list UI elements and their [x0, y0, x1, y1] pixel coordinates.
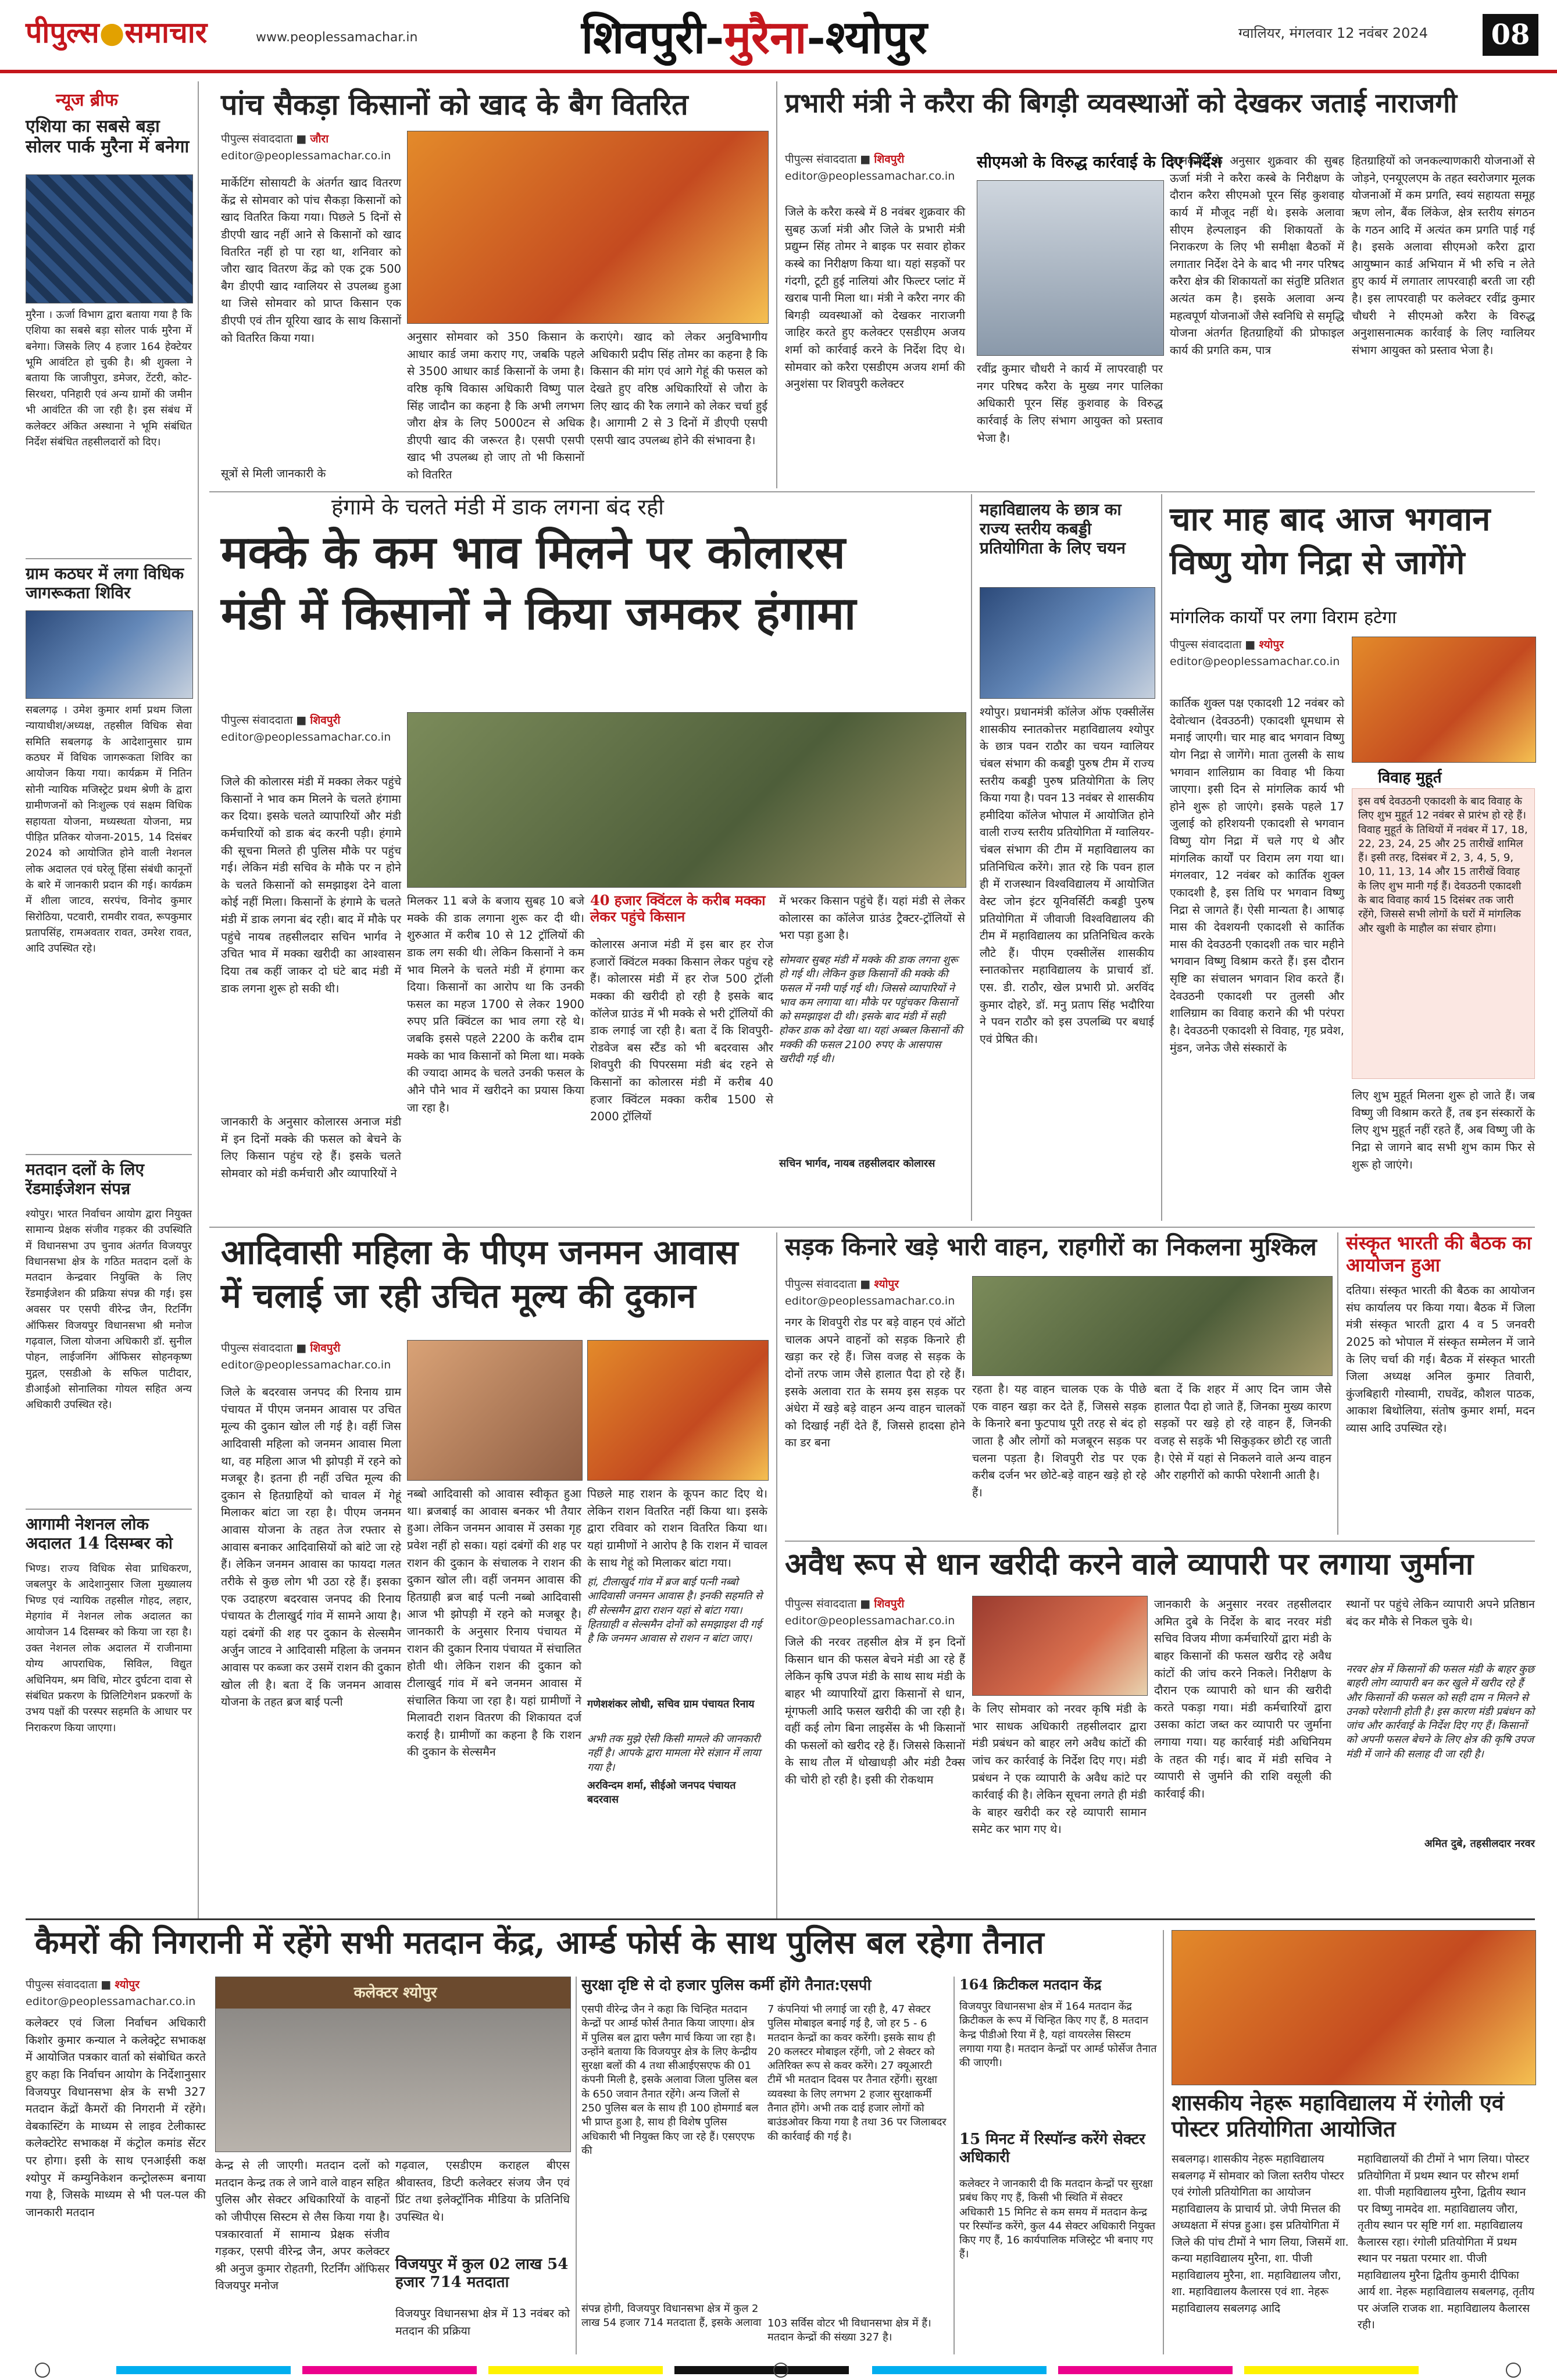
article-body: सूत्रों से मिली जानकारी के	[221, 467, 326, 480]
article-body: कराएंगे। खाद को लेकर अनुविभागीय अधिकारी प्रदीप सिंह तोमर का कहना है कि किसान की मांग एवं आगे गेहूं की फसल को देखते हुए वरिष्ठ अधिकारियों से जौरा के लिए खाद की रैक लगाने को लेकर चर्चा हुई है। आगामी 2 से 3 दिनों में डीएपी एसपी एसपी खाद उपलब्ध होने की संभावना है।	[590, 330, 767, 447]
byline: पीपुल्स संवाददाता ■ जौरा editor@peoplessamachar.co.in	[221, 133, 391, 162]
article-body: एसपी वीरेन्द्र जैन ने कहा कि चिन्हित मतदान केन्द्रों पर आर्म्ड फोर्स तैनात किया जाएगा। क्षेत्र में पुलिस बल द्वारा फ्लैग मार्च किया जा रहा है। उन्होंने बताया कि विजयपुर क्षेत्र के लिए केन्द्रीय सुरक्षा बलों की 4 तथा सीआईएसएफ की 01 कंपनी मिली है, इसके अलावा जिला पुलिस बल के 650 जवान तैनात रहेंगे। अन्य जिलों से 250 पुलिस बल के साथ ही 100 होमगार्ड बल भी प्राप्त हुआ है, साथ ही विशेष पुलिस अधिकारी भी नियुक्त किए जा रहे हैं। एसएएफ की	[581, 2003, 759, 2157]
column-rule	[576, 1977, 577, 2354]
quote-attribution: गणेशशंकर लोधी, सचिव ग्राम पंचायत रिनाय	[587, 1698, 755, 1710]
trucks-roadside-photo	[972, 1276, 1333, 1376]
article-body: मिलकर 11 बजे के बजाय सुबह 10 बजे मक्के की डाक लगाना शुरू कर दी थी। शुरुआत में करीब 10 से 12 ट्रॉलियों की डाक लग सकी थी। लेकिन किसानों ने कम भाव मिलने के चलते मंडी में हंगामा कर दिया। किसानों का आरोप था कि उनकी फसल का महज 1700 से लेकर 1900 रुपए प्रति क्विंटल का भाव लगा रहे थे। जबकि इससे पहले 2200 के करीब दाम मक्के का भाव किसानों को मिला था। मक्के की ज्यादा आमद के चलते उनकी फसल के औने पौने भाव में खरीदने का प्रयास किया जा रहा है।	[407, 894, 584, 1114]
article-body: जिले के करैरा कस्बे में 8 नवंबर शुक्रवार की सुबह ऊर्जा मंत्री और जिले के प्रभारी मंत्री प्रद्युम्न सिंह तोमर ने बाइक पर सवार होकर कस्बे का निरीक्षण किया था। यहां सड़कों पर गंदगी, टूटी हुई नालियां और फिल्टर प्लांट में खराब पानी मिला था। मंत्री ने करैरा नगर की बिगड़ी व्यवस्थाओं को देखकर नाराजगी जाहिर करते हुए कलेक्टर एसडीएम अजय शर्मा को कार्रवाई करने के निर्देश दिए थे। सोमवार को करैरा एसडीएम अजय शर्मा की अनुशंसा पर शिवपुरी कलेक्टर	[785, 205, 965, 391]
column-rule	[1163, 1930, 1164, 2354]
article-body: नब्बो आदिवासी को आवास स्वीकृत हुआ था। ब्रजबाई का आवास बनकर भी तैयार हुआ। लेकिन जनमन आवास में उसका गृह प्रवेश नहीं हो सका। यहां दबंगों की शह पर राशन की दुकान के संचालक ने राशन की दुकान खोल ली। वहीं जनमन आवास की हितग्राही ब्रज बाई पत्नी नब्बो आदिवासी आज भी झोपड़ी में रहने को मजबूर है। जानकारी के अनुसार रिनाय पंचायत में राशन की दुकान रिनाय पंचायत में संचालित होती थी। लेकिन राशन की दुकान को टीलाखुर्द गांव में बने जनमन आवास में संचालित किया जा रहा है। यहां ग्रामीणों ने मिलावटी राशन वितरण की शिकायत दर्ज कराई है। ग्रामीणों का कहना है कि राशन की दुकान के सेल्समैन	[407, 1487, 581, 1759]
column-rule	[1337, 1232, 1338, 1535]
article-kicker: हंगामे के चलते मंडी में डाक लगना बंद रही	[331, 494, 665, 520]
photo-caption: रवींद्र कुमार चौधरी ने कार्य में लापरवाही पर नगर परिषद करैरा के मुख्य नगर पालिका अधिकारी पूरन सिंह कुशवाह के विरुद्ध कार्रवाई के लिए संभाग आयुक्त को प्रस्ताव भेजा है।	[977, 362, 1163, 445]
cyan-tint-bar	[872, 2366, 1047, 2374]
magenta-tint-bar	[1058, 2366, 1233, 2374]
article-body: जिले की नरवर तहसील क्षेत्र में इन दिनों किसान धान की फसल बेचने मंडी आ रहे हैं लेकिन कृषि उपज मंडी के साथ साथ मंडी के बाहर भी व्यापारियों द्वारा किसानों से धान, मूंगफली आदि फसल खरीदी की जा रही है। वहीं कई लोग बिना लाइसेंस के भी किसानों की फसलों को खरीद रहे हैं। जिससे किसानों के साथ तौल में धोखाधड़ी और मंडी टैक्स की चोरी हो रही है। इसी की रोकथाम	[785, 1635, 965, 1786]
page-section-title: शिवपुरी-मुरैना-श्योपुर	[581, 11, 927, 64]
brief-body: सबलगढ़ । उमेश कुमार शर्मा प्रथम जिला न्यायाधीश/अध्यक्ष, तहसील विधिक सेवा समिति सबलगढ़ के आदेशानुसार ग्राम कठघर में विधिक जागरूकता शिविर का आयोजन किया गया। कार्यक्रम में नितिन सोनी न्यायिक मजिस्ट्रेट प्रथम श्रेणी के द्वारा ग्रामीणजनों को निःशुल्क एवं सक्षम विधिक सहायता योजना, मध्यस्थता योजना, मप्र पीड़ित प्रतिकर योजना-2015, 14 दिसंबर 2024 को आयोजित होने वाली नेशनल लोक अदालत एवं घरेलू हिंसा संबंधी कानूनों के बारे में जानकारी प्रदान की गई। कार्यक्रम में शीला जाटव, सरपंच, विनोद कुमार सिरोठिया, पटवारी, रामवीर रावत, रूपकुमार प्रतापसिंह, रामअवतार रावत, उमरेश रावत, आदि उपस्थित रहे।	[26, 704, 192, 955]
article-body: जिले की कोलारस मंडी में मक्का लेकर पहुंचे किसानों ने भाव कम मिलने के चलते हंगामा कर दिया। इसके चलते व्यापारियों और मंडी कर्मचारियों को डाक बंद करनी पड़ी। हंगामे की सूचना मिलते ही पुलिस मौके पर पहुंच गई। लेकिन मंडी सचिव के मौके पर न होने के चलते किसानों को समझाइश देने वाला कोई नहीं मिला। किसानों के हंगामे के चलते मंडी में डाक लगना बंद रही। बाद में मौके पर पहुंचे नायब तहसीलदार सचिन भार्गव ने उचित भाव में मक्का खरीदी का आश्वासन दिया तब कहीं जाकर दो घंटे बाद मंडी में डाक लगना शुरू हो सकी थी।	[221, 775, 401, 995]
divider	[26, 558, 192, 559]
article-subhead: सीएमओ के विरुद्ध कार्रवाई के दिए निर्देश	[977, 152, 1222, 171]
vishnu-deity-photo	[1352, 637, 1536, 763]
article-body: कोलारस अनाज मंडी में इस बार हर रोज हजारों क्विंटल मक्का किसान लेकर पहुंच रहे हैं। कोलारस मंडी में हर रोज 500 ट्रॉली मक्का की खरीदी हो रही है इसके बाद कॉलेज ग्राउंड में भी मक्के से भरी ट्रॉलियों की डाक लगाई जा रही है। बता दें कि शिवपुरी-रोडवेज बस स्टैंड को भी बदरवास और शिवपुरी की पिपरसमा मंडी बंद रहने से किसानों का कोलारस मंडी में करीब 40 हजार क्विंटल मक्का करीब 1500 से 2000 ट्रॉलियों	[590, 938, 773, 1124]
article-body: विजयपुर विधानसभा क्षेत्र में 13 नवंबर को मतदान की प्रक्रिया	[395, 2307, 570, 2338]
article-body: रहता है। यह वाहन चालक एक के पीछे एक वाहन खड़ा कर देते हैं, जिससे सड़क के किनारे बना फुटपाथ पूरी तरह से बंद हो जाता है और लोगों को मजबूरन सड़क पर चलना पड़ता है। शिवपुरी रोड पर एक करीब दर्जन भर छोटे-बड़े वाहन खड़े हो रहे हैं।	[972, 1382, 1147, 1499]
kabaddi-students-photo	[980, 587, 1155, 699]
article-headline: विष्णु योग निद्रा से जागेंगे	[1170, 544, 1465, 582]
website-url: www.peoplessamachar.in	[256, 30, 418, 45]
article-body: जानकारी के अनुसार शुक्रवार की सुबह ऊर्जा मंत्री ने करैरा कस्बे के निरीक्षण के दौरान करैरा सीएमओ पूरन सिंह कुशवाह कार्य में मौजूद नहीं थे। इसके अलावा सीएम हेल्पलाइन की शिकायतों के निराकरण के लिए भी समीक्षा बैठकों में लगातार निर्देश देने के बाद भी नगर परिषद करैरा क्षेत्र की शिकायतों का संतुष्टि प्रतिशत अत्यंत कम है। इसके अलावा अन्य महत्वपूर्ण योजनाओं जैसे स्वनिधि से समृद्धि योजना अंतर्गत हितग्राहियों की प्रोफाइल कार्य की प्रगति कम, पात्र	[1170, 154, 1344, 357]
magenta-tint-bar	[302, 2366, 477, 2374]
article-body: जिले के बदरवास जनपद की रिनाय ग्राम पंचायत में पीएम जनमन आवास पर उचित मूल्य की दुकान खोल ली गई है। वहीं जिस आदिवासी महिला को जनमन आवास मिला था, वह महिला आज भी झोपड़ी में रहने को मजबूर है। इतना ही नहीं उचित मूल्य की दुकान से हितग्राहियों को चावल में गेहूं मिलाकर बांटा जा रहा है। पीएम जनमन आवास योजना के तहत तेज रफ्तार से आवास बनाकर आदिवासियों को बांटे जा रहे हैं। लेकिन जनमन आवास का फायदा गलत तरीके से कुछ लोग भी उठा रहे हैं। इसका एक उदाहरण बदरवास जनपद की रिनाय पंचायत के टीलाखुर्द गांव में सामने आया है। यहां दबंगों की शह पर दुकान के सेल्समैन अर्जुन जाटव ने आदिवासी महिला के जनमन आवास पर कब्जा कर उसमें राशन की दुकान खोल ली है। बता दें कि जनमन आवास योजना के तहत ब्रज बाई पत्नी	[221, 1385, 401, 1709]
brief-headline: आगामी नेशनल लोक अदालत 14 दिसम्बर को	[26, 1514, 173, 1553]
divider	[26, 1154, 192, 1155]
article-body: संपन्न होगी, विजयपुर विधानसभा क्षेत्र में कुल 2 लाख 54 हजार 714 मतदाता हैं, इसके अलावा	[581, 2303, 762, 2329]
press-conference-photo	[215, 1977, 571, 2152]
article-body: अनुसार सोमवार को 350 किसान के आधार कार्ड जमा कराए गए, जबकि पहले से 3500 आधार कार्ड किसानों के जमा है। वरिष्ठ कृषि विकास अधिकारी विष्णु पाल सिंह जादौन का कहना है कि अभी लगभग जौरा क्षेत्र के लिए 5000टन से अधिक डीएपी खाद की जरूरत है। एसपी एसपी खाद भी उपलब्ध हो जाए तो भी किसानों को वितरित	[407, 330, 584, 481]
yellow-tint-bar	[1244, 2366, 1419, 2374]
article-box-head: 15 मिनट में रिस्पॉन्ड करेंगे सेक्टर अधिकारी	[959, 2131, 1145, 2166]
byline: पीपुल्स संवाददाता ■ श्योपुर editor@peoplessamachar.co.in	[1170, 638, 1340, 668]
byline: पीपुल्स संवाददाता ■ शिवपुरी editor@peoplessamachar.co.in	[785, 153, 955, 183]
registration-mark-icon	[1506, 2363, 1521, 2378]
article-body: स्थानों पर पहुंचे लेकिन व्यापारी अपने प्रतिष्ठान बंद कर मौके से निकल चुके थे।	[1346, 1598, 1535, 1628]
muhurt-head: विवाह मुहूर्त	[1378, 769, 1442, 787]
quote-attribution: अरविन्दम शर्मा, सीईओ जनपद पंचायत बदरवास	[587, 1779, 736, 1806]
article-headline: शासकीय नेहरू महाविद्यालय में रंगोली एवं पोस्टर प्रतियोगिता आयोजित	[1172, 2089, 1504, 2142]
brief-headline: मतदान दलों के लिए रेंडमाईजेशन संपन्न	[26, 1160, 144, 1199]
cyan-tint-bar	[116, 2366, 291, 2374]
article-headline: मक्के के कम भाव मिलने पर कोलारस	[221, 526, 845, 579]
article-body: श्योपुर। प्रधानमंत्री कॉलेज ऑफ एक्सीलेंस शासकीय स्नातकोत्तर महाविद्यालय श्योपुर के छात्र पवन राठौर का चयन ग्वालियर चंबल संभाग की कबड्डी पुरुष टीम में राज्य स्तरीय कबड्डी पुरुष प्रतियोगिता के लिए किया गया है। पवन 13 नवंबर से शासकीय हमीदिया कॉलेज भोपाल में आयोजित होने वाली राज्य स्तरीय प्रतियोगिता में ग्वालियर-चंबल संभाग की टीम में महाविद्यालय का प्रतिनिधित्व करेंगे। ज्ञात रहे कि पवन हाल ही में राजस्थान विश्वविद्यालय में आयोजित वेस्ट जोन इंटर यूनिवर्सिटी कबड्डी पुरुष प्रतियोगिता में जीवाजी विश्वविद्यालय की टीम में महाविद्यालय का प्रतिनिधित्व करके लौटे हैं। पीएम एक्सीलेंस शासकीय स्नातकोत्तर महाविद्यालय के प्राचार्य डॉ. एस. डी. राठौर, खेल प्रभारी प्रो. अरविंद कुमार दोहरे, डॉ. मनु प्रताप सिंह भदौरिया ने पवन राठौर को इस उपलब्धि पर बधाई एवं प्रेषित की।	[980, 705, 1154, 1046]
brief-body: भिण्ड। राज्य विधिक सेवा प्राधिकरण, जबलपुर के आदेशानुसार जिला मुख्यालय भिण्ड एवं न्यायिक तहसील गोहद, लहार, मेहगांव में नेशनल लोक अदालत का आयोजन 14 दिसम्बर को किया जा रहा है। उक्त नेशनल लोक अदालत में राजीनामा योग्य आपराधिक, सिविल, विद्युत अधिनियम, श्रम विधि, मोटर दुर्घटना दावा से संबंधित प्रकरण के प्रिलिटिगेशन प्रकरणों के उभय पक्षों की परस्पर सहमति के आधार पर निराकरण किया जाएगा।	[26, 1563, 192, 1734]
article-headline: आदिवासी महिला के पीएम जनमन आवास	[221, 1232, 738, 1272]
article-body: विजयपुर विधानसभा क्षेत्र में 164 मतदान केंद्र क्रिटीकल के रूप में चिन्हित किए गए हैं, 8 मतदान केन्द्र पीडीओ रिया में है, यहां वायरलेस सिस्टम लगाया गया है। मतदान केन्द्रों पर आर्म्ड फोर्सेज तैनात की जाएगी।	[959, 2000, 1157, 2070]
article-headline: महाविद्यालय के छात्र का राज्य स्तरीय कबड्डी प्रतियोगिता के लिए चयन	[980, 500, 1126, 558]
mandi-market-photo	[407, 712, 966, 888]
ration-shop-photo	[407, 1340, 583, 1481]
quote-box: अभी तक मुझे ऐसी किसी मामले की जानकारी नहीं है। आपके द्वारा मामला मेरे संज्ञान में लाया गया है।	[587, 1733, 761, 1774]
divider	[209, 1227, 1535, 1228]
dateline: ग्वालियर, मंगलवार 12 नवंबर 2024	[1238, 25, 1428, 41]
brief-body: श्योपुर। भारत निर्वाचन आयोग द्वारा नियुक्त सामान्य प्रेक्षक संजीव गड़कर की उपस्थिति में विधानसभा उप चुनाव अंतर्गत विजयपुर विधानसभा क्षेत्र के गठित मतदान दलों के मतदान केन्द्रवार नियुक्ति के लिए रेंडमाईजेशन की प्रक्रिया संपन्न की गई। इस अवसर पर एसपी वीरेन्द्र जैन, रिटर्निंग ऑफिसर विजयपुर विधानसभा श्री मनोज गढ़वाल, जिला योजना अधिकारी डॉ. सुनील पोहन, लाईजनिंग ऑफिसर सोहनकृष्ण मुद्गल, एसडीओ के सफिल पाटीदार, डीआईओ सोनालिका गोयल सहित अन्य अधिकारी उपस्थित रहे।	[26, 1208, 192, 1411]
article-headline: में चलाई जा रही उचित मूल्य की दुकान	[221, 1276, 696, 1316]
article-body: नगर के शिवपुरी रोड पर बड़े वाहन एवं ऑटो चालक अपने वाहनों को सड़क किनारे ही खड़ा कर रहे हैं। जिस वजह से सड़क के दोनों तरफ जाम जैसे हालात पैदा हो रहे हैं। इसके अलावा रात के समय इस सड़क पर अंधेरा में खड़े बड़े वाहन अन्य वाहन चालकों को दिखाई नहीं देते हैं, जिससे हादसा होने का डर बना	[785, 1316, 965, 1450]
column-rule	[776, 81, 777, 488]
divider	[209, 491, 1535, 492]
article-body: सबलगढ़। शासकीय नेहरू महाविद्यालय सबलगढ़ में सोमवार को जिला स्तरीय पोस्टर एवं रंगोली प्रतियोगिता का आयोजन महाविद्यालय के प्राचार्य प्रो. जेपी मित्तल की अध्यक्षता में संपन्न हुआ। इस प्रतियोगिता में जिले की पांच टीमों ने भाग लिया, जिसमें शा. कन्या महाविद्यालय मुरैना, शा. पीजी महाविद्यालय मुरैना, शा. महाविद्यालय जौरा, शा. महाविद्यालय कैलारस एवं शा. नेहरू महाविद्यालय सबलगढ़ आदि	[1172, 2153, 1349, 2315]
article-body: कलेक्टर ने जानकारी दी कि मतदान केन्द्रों पर सुरक्षा प्रबंध किए गए हैं, किसी भी स्थिति में सेक्टर अधिकारी 15 मिनिट से कम समय में मतदान केन्द्र पर रिस्पॉन्ड करेंगे, कुल 44 सेक्टर अधिकारी नियुक्त किए गए हैं, 16 कार्यपालिक मजिस्ट्रेट भी बनाए गए हैं।	[959, 2178, 1156, 2261]
article-body: में भरकर किसान पहुंचे हैं। यहां मंडी से लेकर कोलारस का कॉलेज ग्राउंड ट्रैक्टर-ट्रॉलियों से भरा पड़ा हुआ है।	[779, 894, 965, 942]
article-body: के लिए सोमवार को नरवर कृषि मंडी के भार साधक अधिकारी तहसीलदार द्वारा मंडी प्रबंधन को बाहर लगे अवैध कांटों की जांच कर कार्रवाई के निर्देश दिए गए। मंडी प्रबंधन ने एक व्यापारी के अवैध कांटे पर कार्रवाई की है। लेकिन सूचना लगते ही मंडी के बाहर खरीदी कर रहे व्यापारी सामान समेट कर भाग गए थे।	[972, 1702, 1147, 1836]
article-headline: कैमरों की निगरानी में रहेंगे सभी मतदान केंद्र, आर्म्ड फोर्स के साथ पुलिस बल रहेगा तैनात	[35, 1924, 1044, 1961]
newspaper-logo: पीपुल्स●समाचार	[26, 15, 208, 49]
byline: पीपुल्स संवाददाता ■ शिवपुरी editor@peoplessamachar.co.in	[221, 1342, 391, 1371]
article-body: कार्तिक शुक्ल पक्ष एकादशी 12 नवंबर को देवोत्थान (देवउठनी) एकादशी धूमधाम से मनाई जाएगी। चार माह बाद भगवान विष्णु योग निद्रा से जागेंगे। माता तुलसी के साथ भगवान शालिग्राम का विवाह भी किया जाएगा। इसी दिन से मांगलिक कार्य भी होने शुरू हो जाएंगे। इसके पहले 17 जुलाई को हरिशयनी एकादशी से भगवान विष्णु योग निद्रा में चले गए थे और मांगलिक कार्यों पर विराम लग गया था। मंगलवार, 12 नवंबर को कार्तिक शुक्ल एकादशी है, इस तिथि पर भगवान विष्णु निद्रा से जागते हैं। ऐसी मान्यता है। आषाढ़ मास की देवशयनी एकादशी से कार्तिक मास की देवउठनी एकादशी तक चार महीने भगवान विष्णु विश्राम करते हैं। इस दौरान सृष्टि का संचालन भगवान शिव करते हैं। देवउठनी एकादशी पर तुलसी और शालिग्राम का विवाह कराने की भी परंपरा है। देवउठनी एकादशी से विवाह, गृह प्रवेश, मुंडन, जनेऊ जैसे संस्कारों के	[1170, 696, 1344, 1055]
article-body: महाविद्यालयों की टीमों ने भाग लिया। पोस्टर प्रतियोगिता में प्रथम स्थान पर सौरभ शर्मा शा. पीजी महाविद्यालय मुरैना, द्वितीय स्थान पर विष्णु नामदेव शा. महाविद्यालय जौरा, तृतीय स्थान पर सृष्टि गर्ग शा. महाविद्यालय कैलारस रहा। रंगोली प्रतियोगिता में प्रथम स्थान पर नम्रता परमार शा. पीजी महाविद्यालय मुरैना द्वितीय कुमारी दीपिका आर्य शा. नेहरू महाविद्यालय सबलगढ़, तृतीय पर अंजलि राजक शा. महाविद्यालय कैलारस रही।	[1358, 2153, 1535, 2331]
article-body: केन्द्र से ली जाएगी। मतदान दलों को मतदान केन्द्र तक ले जाने वाले वाहन सहित पुलिस और सेक्टर अधिकारियों के वाहनों को जीपीएस सिस्टम से लैस किया गया है। पत्रकारवार्ता में सामान्य प्रेक्षक संजीव गड़कर, एसपी वीरेन्द्र जैन, अपर कलेक्टर श्री अनुज कुमार रोहतगी, रिटर्निंग ऑफिसर विजयपुर मनोज	[215, 2159, 390, 2293]
page-number: 08	[1483, 14, 1538, 56]
byline: पीपुल्स संवाददाता ■ शिवपुरी editor@peoplessamachar.co.in	[221, 714, 391, 744]
article-body: दतिया। संस्कृत भारती की बैठक का आयोजन संघ कार्यालय पर किया गया। बैठक में जिला मंत्री संस्कृत भारती द्वारा 4 व 5 जनवरी 2025 को भोपाल में संस्कृत सम्मेलन में जाने के लिए चर्चा की गई। बैठक में संस्कृत भारती जिला अध्यक्ष अनिल कुमार तिवारी, कुंजबिहारी गोस्वामी, राघवेंद्र, कौशल पाठक, आकाश बिथोलिया, संतोष कुमार शर्मा, मदन व्यास आदि उपस्थित रहे।	[1346, 1284, 1535, 1435]
column-rule	[1161, 494, 1162, 1221]
column-rule	[954, 1977, 955, 2354]
article-box-head: सुरक्षा दृष्टि से दो हजार पुलिस कर्मी होंगे तैनात:एसपी	[581, 1977, 872, 1994]
article-body: कलेक्टर एवं जिला निर्वाचन अधिकारी किशोर कुमार कन्याल ने कलेक्ट्रेट सभाकक्ष में आयोजित पत्रकार वार्ता को संबोधित करते हुए कहा कि निर्वाचन आयोग के निर्देशानुसार विजयपुर विधानसभा क्षेत्र के सभी 327 मतदान केंद्रों कैमरों की निगरानी में रहेंगे। वेबकास्टिंग के माध्यम से लाइव टेलीकास्ट कलेक्टोरेट सभाकक्ष में कंट्रोल कमांड सेंटर पर होगा। इसी के साथ एनआईसी कक्ष श्योपुर में कम्युनिकेशन कन्ट्रोलरूम बनाया गया है, जिसके माध्यम से भी पल-पल की जानकारी मतदान	[26, 2016, 206, 2219]
article-box-head: 164 क्रिटीकल मतदान केंद्र	[959, 1976, 1102, 1993]
article-headline: चार माह बाद आज भगवान	[1170, 500, 1491, 538]
registration-mark-icon	[35, 2363, 50, 2378]
janman-house-photo	[587, 1340, 769, 1481]
article-body: 7 कंपनियां भी लगाई जा रही है, 47 सेक्टर पुलिस मोबाइल बनाई गई है, जो हर 5 - 6 मतदान केन्द्रों का कवर करेंगी। इसके साथ ही 20 कलस्टर मोबाइल रहेंगी, जो 2 सेक्टर को अतिरिक्त रूप से कवर करेंगे। 27 क्यूआरटी टीमें भी मतदान दिवस पर तैनात रहेंगी। सुरक्षा व्यवस्था के लिए लगभग 2 हजार सुरक्षाकर्मी तैनात होंगे। अभी तक दाई हजार लोगों को बाउंडओवर किया गया है तथा 36 पर जिलाबदर की कार्रवाई की गई है।	[767, 2003, 947, 2143]
article-box-head: विजयपुर में कुल 02 लाख 54 हजार 714 मतदाता	[395, 2256, 569, 2291]
column-rule	[971, 494, 972, 1221]
solar-park-photo	[26, 174, 193, 303]
quote-box: नरवर क्षेत्र में किसानों की फसल मंडी के बाहर कुछ बाहरी लोग व्यापारी बन कर खुले में खरीद रहे हैं और किसानों की फसल को सही दाम न मिलने से उनको परेशानी होती है। इस कारण मंडी प्रबंधन को जांच और कार्रवाई के निर्देश दिए गए हैं। किसानों को अपनी फसल बेचने के लिए क्षेत्र की कृषि उपज मंडी में जाने की सलाह दी जा रही है।	[1346, 1663, 1534, 1760]
article-headline: सड़क किनारे खड़े भारी वाहन, राहगीरों का निकलना मुश्किल	[785, 1232, 1317, 1261]
yellow-tint-bar	[488, 2366, 663, 2374]
quote-attribution: अमित दुबे, तहसीलदार नरवर	[1424, 1838, 1535, 1850]
news-brief-label: न्यूज ब्रीफ	[56, 90, 118, 110]
article-headline: पांच सैकड़ा किसानों को खाद के बैग वितरित	[221, 87, 688, 121]
article-headline: अवैध रूप से धान खरीदी करने वाले व्यापारी पर लगाया जुर्माना	[785, 1546, 1474, 1582]
quote-attribution: सचिन भार्गव, नायब तहसीलदार कोलारस	[779, 1157, 935, 1170]
registration-mark-icon	[773, 2363, 788, 2378]
quote-box: हां, टीलाखुर्द गांव में ब्रज बाई पत्नी नब्बो आदिवासी जनमन आवास है। इनकी सहमति से ही सेल्समैन द्वारा राशन यहां से बांटा गया। हितग्राही व सेल्समैन दोनों को समझाइश दी गई है कि जनमन आवास से राशन न बांटा जाए।	[587, 1576, 763, 1645]
brief-body: मुरैना । ऊर्जा विभाग द्वारा बताया गया है कि एशिया का सबसे बड़ा सोलर पार्क मुरैना में बनेगा। जिसके लिए 4 हजार 164 हेक्टेयर भूमि आवंटित हो चुकी है। श्री शुक्ला ने बताया कि जाजीपुरा, डमेजर, टेंटरी, कोट-सिरथरा, पनिहारी एवं अन्य ग्रामों की जमीन भी आवंटित की जा रही है। इस संबंध में कलेक्टर अंकित अस्थाना ने भूमि संबंधित निर्देश संबंधित तहसीलदारों को दिए।	[26, 309, 192, 448]
brief-headline: ग्राम कठघर में लगा विधिक जागरूकता शिविर	[26, 564, 184, 603]
article-body: मार्केटिंग सोसायटी के अंतर्गत खाद वितरण केंद्र से सोमवार को पांच सैकड़ा किसानों को खाद वितरित किया गया। पिछले 5 दिनों से डीएपी खाद नहीं आने से किसानों को खाद वितरित नहीं हो पा रहा था, शनिवार को जौरा खाद वितरण केंद्र को एक ट्रक 500 बैग डीएपी खाद ग्वालियर से उपलब्ध हुआ था जिसे सोमवार को प्राप्त किसान एक डीएपी एवं तीन यूरिया खाद के साथ किसानों को वितरित किया गया।	[221, 176, 401, 345]
byline: पीपुल्स संवाददाता ■ शिवपुरी editor@peoplessamachar.co.in	[785, 1598, 955, 1627]
column-rule	[776, 1232, 777, 1918]
legal-camp-photo	[26, 610, 193, 699]
article-body: बता दें कि शहर में आए दिन जाम जैसे हालात पैदा हो जाते हैं, जिनका मुख्य कारण सड़कों पर खड़े हो रहे वाहन हैं, जिनकी वजह से सड़कें भी सिकुड़कर छोटी रह जाती है। ऐसे में यहां से निकलने वाले अन्य वाहन और राहगीरों को काफी परेशानी आती है।	[1154, 1382, 1331, 1482]
rangoli-competition-photo	[1172, 1930, 1536, 2085]
muhurt-box: इस वर्ष देवउठनी एकादशी के बाद विवाह के लिए शुभ मुहूर्त 12 नवंबर से प्रारंभ हो रहे हैं। विवाह मुहूर्त के तिथियों में नवंबर में 17, 18, 22, 23, 24, 25 और 25 तारीखें शामिल हैं। इसी तरह, दिसंबर में 2, 3, 4, 5, 9, 10, 11, 13, 14 और 15 तारीखें विवाह के लिए शुभ मानी गई हैं। देवउठनी एकादशी के बाद विवाह कार्य 15 दिसंबर तक जारी रहेंगे, जिससे सभी लोगों के घरों में मांगलिक और खुशी के माहौल का संचार होगा।	[1352, 788, 1535, 1079]
article-body: जानकारी के अनुसार कोलारस अनाज मंडी में इन दिनों मक्के की फसल को बेचने के लिए किसान पहुंच रहे हैं। इसके चलते सोमवार को मंडी कर्मचारी और व्यापारियों ने	[221, 1115, 401, 1180]
photo-sign-text: कलेक्टर श्योपुर	[353, 1984, 437, 2002]
article-body: पिछले माह राशन के कूपन काट दिए थे। लेकिन राशन वितरित नहीं किया था। इसके द्वारा रविवार को राशन वितरित किया था। यहां ग्रामीणों ने आरोप है कि राशन में चावल के साथ गेहूं को मिलाकर बांटा गया।	[587, 1487, 767, 1570]
article-headline: मंडी में किसानों ने किया जमकर हंगामा	[221, 587, 856, 640]
byline: पीपुल्स संवाददाता ■ श्योपुर editor@peoplessamachar.co.in	[26, 1978, 196, 2008]
article-body: लिए शुभ मुहूर्त मिलना शुरू हो जाते हैं। जब विष्णु जी विश्राम करते हैं, तब इन संस्कारों के लिए शुभ मुहूर्त नहीं रहते हैं, अब विष्णु जी के निद्रा से जागने बाद सभी शुभ काम फिर से शुरू हो जाएंगे।	[1352, 1089, 1535, 1171]
column-rule	[198, 81, 199, 1918]
fertilizer-distribution-photo	[407, 131, 769, 324]
divider	[26, 1509, 192, 1510]
article-headline: प्रभारी मंत्री ने करैरा की बिगड़ी व्यवस्थाओं को देखकर जताई नाराजगी	[785, 87, 1458, 119]
print-registration-strip	[0, 2360, 1557, 2380]
article-body: गढ़वाल, एसडीएम कराहल बीएस श्रीवास्तव, डिप्टी कलेक्टर संजय जैन एवं प्रिंट तथा इलेक्ट्रॉनिक मीडिया के प्रतिनिधि उपस्थित थे।	[395, 2159, 570, 2224]
article-body: जानकारी के अनुसार नरवर तहसीलदार अमित दुबे के निर्देश के बाद नरवर मंडी सचिव विजय मीणा कर्मचारियों द्वारा मंडी के बाहर किसानों की फसल खरीद रहे अवैध कांटों की जांच करने निकले। निरीक्षण के दौरान एक व्यापारी को धान की खरीदी करते पकड़ा गया। मंडी कर्मचारियों द्वारा उसका कांटा जब्त कर व्यापारी पर जुर्माना लगाया गया। यह कार्रवाई मंडी अधिनियम के तहत की गई। बाद में मंडी सचिव ने व्यापारी से जुर्माने की राशि वसूली की कार्रवाई की।	[1154, 1598, 1331, 1800]
minister-portrait	[977, 180, 1164, 356]
byline: पीपुल्स संवाददाता ■ श्योपुर editor@peoplessamachar.co.in	[785, 1278, 955, 1307]
article-subhead: मांगलिक कार्यों पर लगा विराम हटेगा	[1170, 607, 1397, 628]
article-body: 103 सर्विस वोटर भी विधानसभा क्षेत्र में हैं। मतदान केन्द्रों की संख्या 327 है।	[767, 2317, 931, 2344]
quote-box: सोमवार सुबह मंडी में मक्के की डाक लगना शुरू हो गई थी। लेकिन कुछ किसानों की मक्के की फसल में नमी पाई गई थी। जिससे व्यापारियों ने भाव कम लगाया था। मौके पर पहुंचकर किसानों को समझाइश दी थी। इसके बाद मंडी में सही होकर डाक को देखा था। यहां अब्बल किसानों की मक्की की फसल 2100 रुपए के आसपास खरीदी गई थी।	[779, 954, 963, 1066]
divider	[785, 1541, 1535, 1542]
mandi-board-photo	[972, 1596, 1148, 1696]
brief-headline: एशिया का सबसे बड़ा सोलर पार्क मुरैना में बनेगा	[26, 116, 190, 158]
black-tint-bar	[674, 2366, 849, 2374]
article-box-head: 40 हजार क्विंटल के करीब मक्का लेकर पहुंचे किसान	[590, 892, 766, 925]
divider	[26, 1918, 1535, 1920]
article-headline: संस्कृत भारती की बैठक का आयोजन हुआ	[1346, 1232, 1532, 1276]
article-body: हितग्राहियों को जनकल्याणकारी योजनाओं से जोड़ने, एनयूएलएम के तहत स्वरोजगार मूलक योजनाओं में कम प्रगति, स्वयं सहायता समूह ऋण लोन, बैंक लिंकेज, क्षेत्र स्तरीय संगठन के गठन आदि में अत्यंत कम प्रगति पाई गई है। इसके अलावा सीएमओ करैरा द्वारा आयुष्मान कार्ड अभियान में भी रुचि न लेते हुए कार्य में लगातार लापरवाही बरती जा रही है। इस लापरवाही पर कलेक्टर रवींद्र कुमार चौधरी ने सीएमओ करैरा के विरुद्ध अनुशासनात्मक कार्रवाई के लिए ग्वालियर संभाग आयुक्त को प्रस्ताव भेजा है।	[1352, 154, 1535, 357]
